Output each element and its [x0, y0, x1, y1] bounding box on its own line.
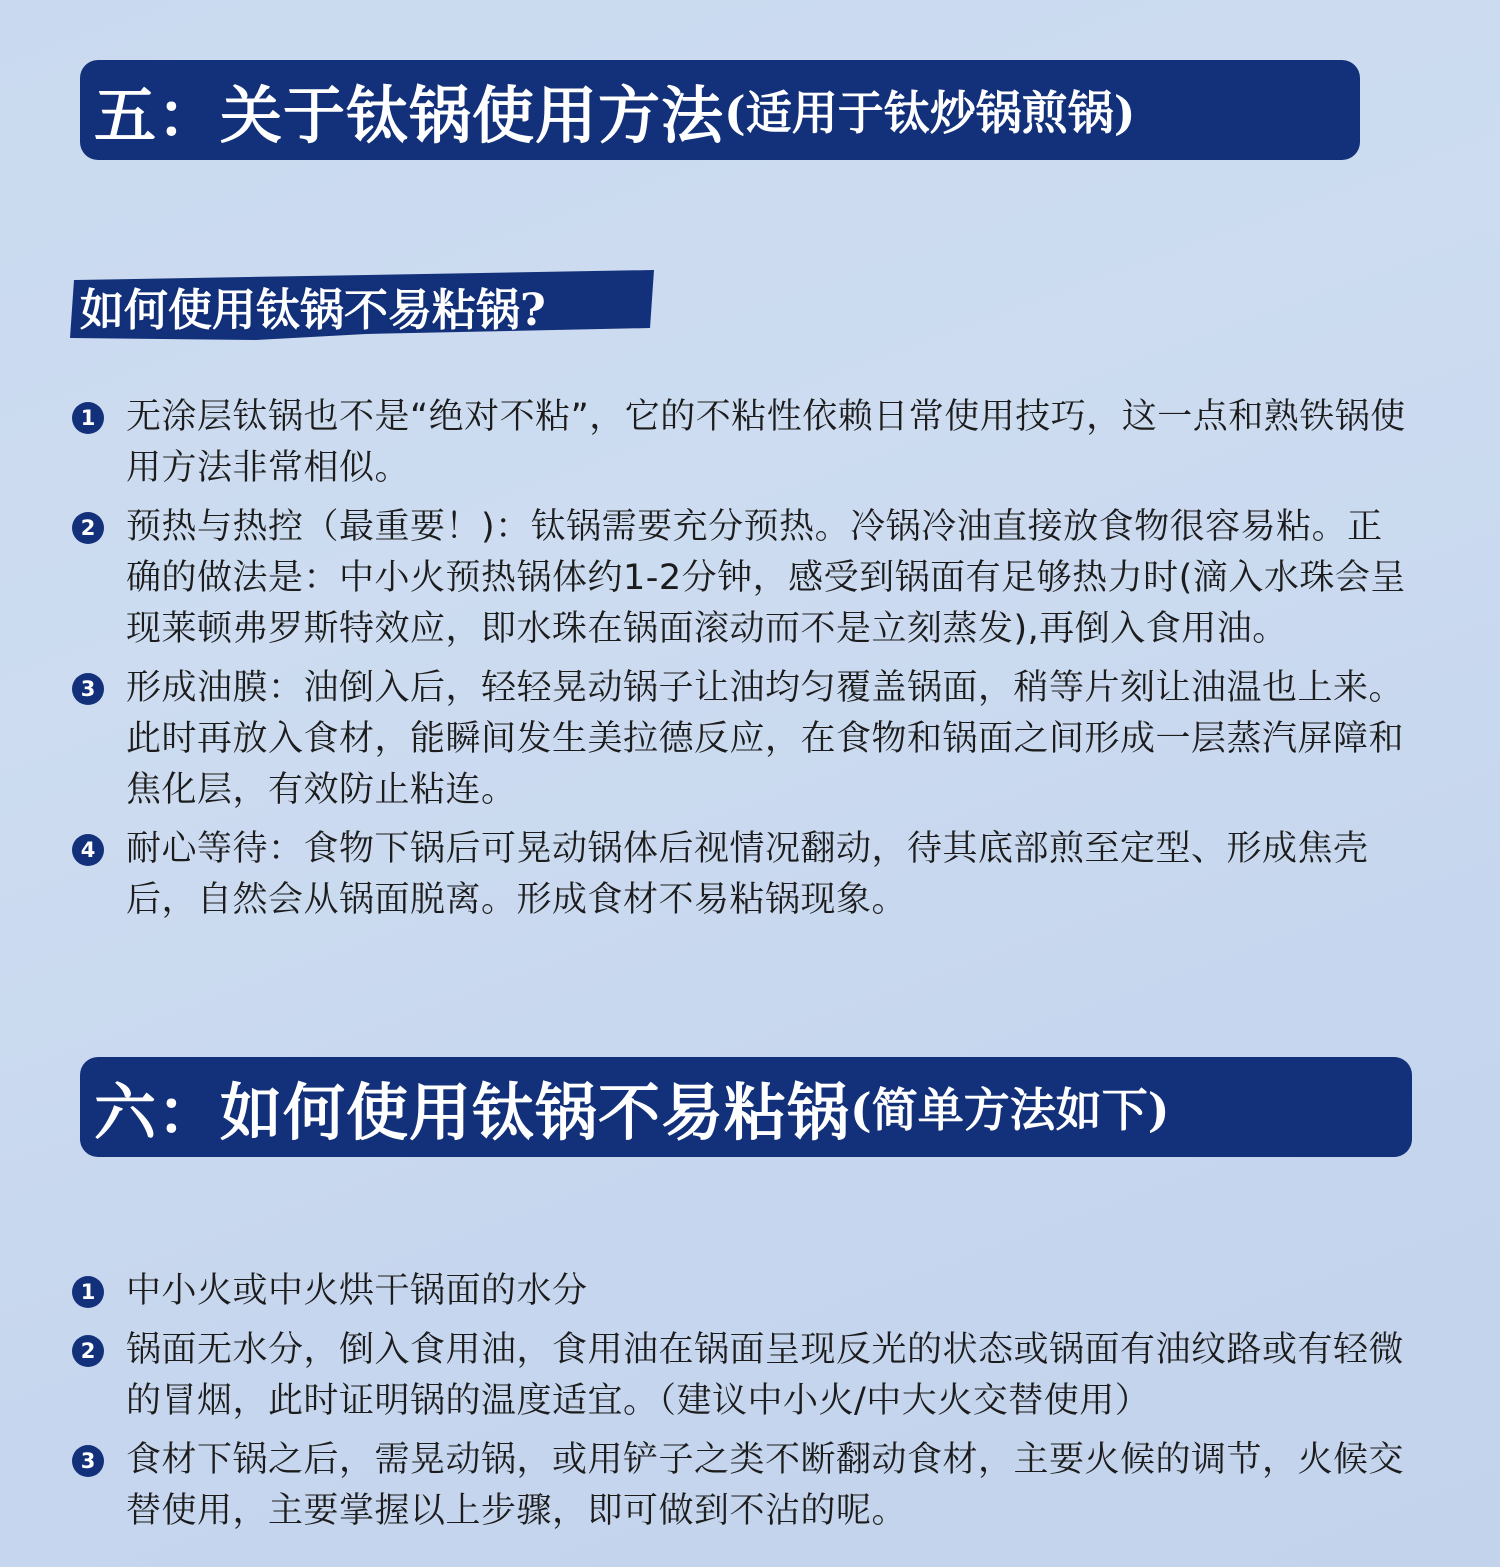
section5-title-note: (适用于钛炒锅煎锅)	[724, 86, 1136, 140]
list-item	[72, 824, 1412, 926]
section5-list	[72, 392, 1412, 934]
section6-title-banner	[80, 1057, 1412, 1157]
section6-title: 六：如何使用钛锅不易粘锅	[94, 1075, 851, 1149]
list-item-text: 耐心等待：食物下锅后可晃动锅体后视情况翻动，待其底部煎至定型、形成焦壳后，自然会从锅面脱离。形成食材不易粘锅现象。	[126, 829, 1369, 920]
section5-title: 五：关于钛锅使用方法	[94, 78, 725, 152]
subheading-text: 如何使用钛锅不易粘锅?	[80, 285, 546, 336]
number-badge: 3	[72, 673, 104, 705]
number-badge: 4	[72, 834, 104, 866]
list-item-text: 形成油膜：油倒入后，轻轻晃动锅子让油均匀覆盖锅面，稍等片刻让油温也上来。此时再放入食材，能瞬间发生美拉德反应，在食物和锅面之间形成一层蒸汽屏障和焦化层，有效防止粘连。	[126, 668, 1405, 810]
list-item-text: 无涂层钛锅也不是“绝对不粘”，它的不粘性依赖日常使用技巧，这一点和熟铁锅使用方法非常相似。	[126, 397, 1406, 488]
section6-list	[72, 1266, 1412, 1545]
number-badge: 1	[72, 1276, 104, 1308]
section5-title-banner	[80, 60, 1360, 160]
list-item	[72, 392, 1412, 494]
number-badge: 2	[72, 1335, 104, 1367]
number-badge: 2	[72, 512, 104, 544]
list-item	[72, 1435, 1412, 1537]
list-item	[72, 502, 1412, 655]
number-badge: 1	[72, 402, 104, 434]
list-item	[72, 663, 1412, 816]
list-item-text: 中小火或中火烘干锅面的水分	[126, 1271, 588, 1311]
list-item	[72, 1266, 1412, 1317]
number-badge: 3	[72, 1445, 104, 1477]
list-item-text: 食材下锅之后，需晃动锅，或用铲子之类不断翻动食材，主要火候的调节，火候交替使用，主要掌握以上步骤，即可做到不沾的呢。	[126, 1440, 1405, 1531]
list-item-text: 锅面无水分，倒入食用油，食用油在锅面呈现反光的状态或锅面有油纹路或有轻微的冒烟，此时证明锅的温度适宜。（建议中小火/中大火交替使用）	[126, 1330, 1405, 1421]
section5-subheading	[66, 268, 666, 348]
list-item	[72, 1325, 1412, 1427]
list-item-text: 预热与热控（最重要！)：钛锅需要充分预热。冷锅冷油直接放食物很容易粘。正确的做法是：中小火预热锅体约1-2分钟，感受到锅面有足够热力时(滴入水珠会呈现莱顿弗罗斯特效应，即水珠在锅面滚动而不是立刻蒸发),再倒入食用油。	[126, 507, 1406, 649]
section6-title-note: (简单方法如下)	[850, 1083, 1170, 1137]
